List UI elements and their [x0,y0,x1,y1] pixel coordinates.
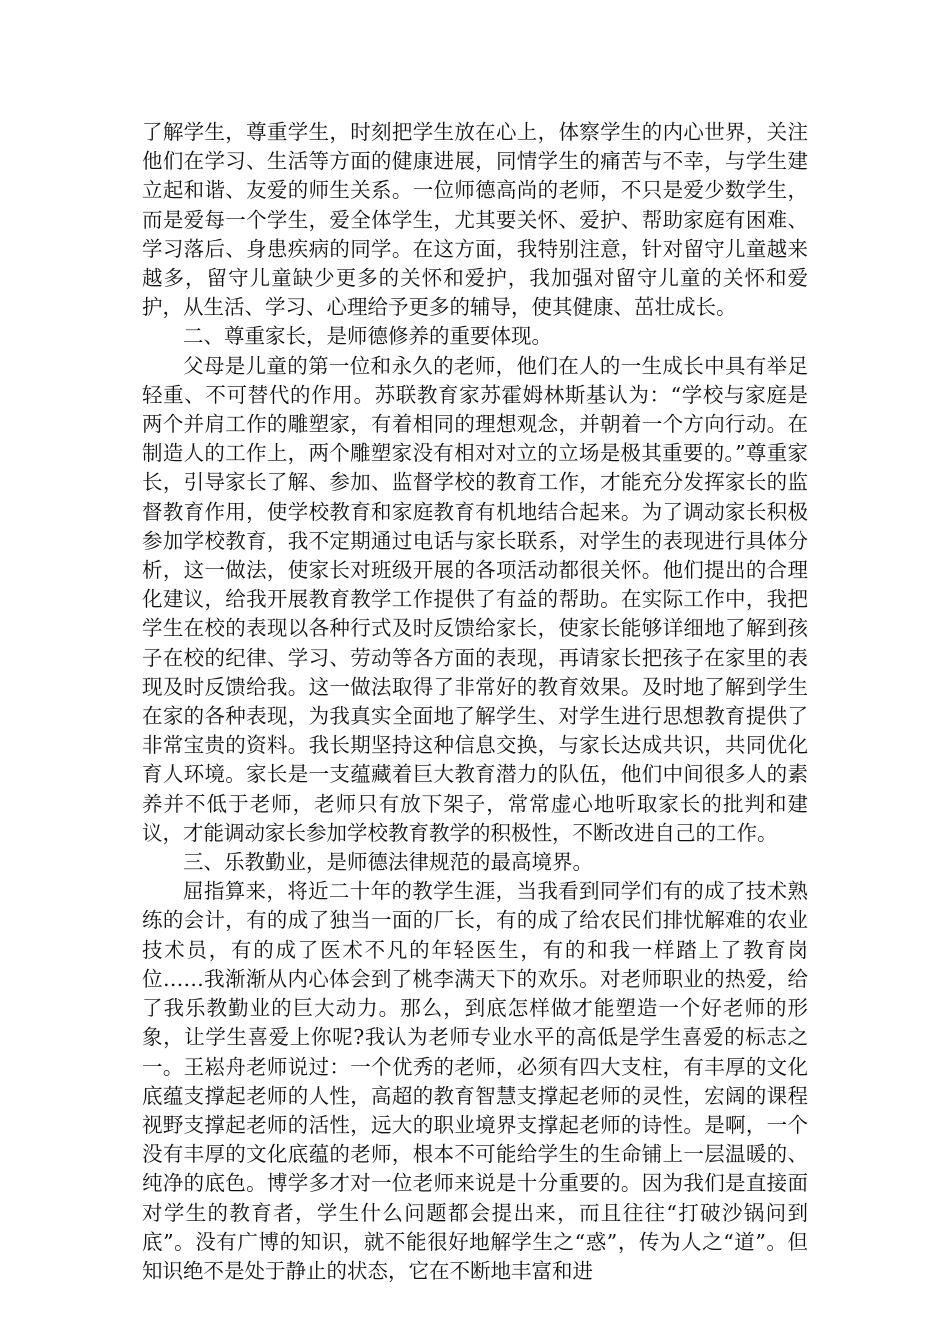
paragraph-continued: 了解学生，尊重学生，时刻把学生放在心上，体察学生的内心世界，关注他们在学习、生活等方面的健康进展，同情学生的痛苦与不幸，与学生建立起和谐、友爱的师生关系。一位师德高尚的老师，不只是爱少数学生，而是爱每一个学生，爱全体学生，尤其要关怀、爱护、帮助家庭有困难、学习落后、身患疾病的同学。在这方面，我特别注意，针对留守儿童越来越多，留守儿童缺少更多的关怀和爱护，我加强对留守儿童的关怀和爱护，从生活、学习、心理给予更多的辅导，使其健康、茁壮成长。 [142,120,808,320]
section-heading-love-teaching: 三、乐教勤业，是师德法律规范的最高境界。 [183,850,593,875]
paragraph-teaching-career: 屈指算来，将近二十年的教学生涯，当我看到同学们有的成了技术熟练的会计，有的成了独当一面的厂长，有的成了给农民们排忧解难的农业技术员，有的成了医术不凡的年轻医生，有的和我一样踏上了教育岗位……我渐渐从内心体会到了桃李满天下的欢乐。对老师职业的热爱，给了我乐教勤业的巨大动力。那么，到底怎样做才能塑造一个好老师的形象，让学生喜爱上你呢?我认为老师专业水平的高低是学生喜爱的标志之一。王崧舟老师说过：一个优秀的老师，必须有四大支柱，有丰厚的文化底蕴支撑起老师的人性，高超的教育智慧支撑起老师的灵性，宏阔的课程视野支撑起老师的活性，远大的职业境界支撑起老师的诗性。是啊，一个没有丰厚的文化底蕴的老师，根本不可能给学生的生命铺上一层温暖的、纯净的底色。博学多才对一位老师来说是十分重要的。因为我们是直接面对学生的教育者，学生什么问题都会提出来，而且往往“打破沙锅问到底”。没有广博的知识，就不能很好地解学生之“惑”，传为人之“道”。但知识绝不是处于静止的状态，它在不断地丰富和进 [142,879,808,1283]
document-page [142,118,808,1286]
paragraph-parents: 父母是儿童的第一位和永久的老师，他们在人的一生成长中具有举足轻重、不可替代的作用。苏联教育家苏霍姆林斯基认为：“学校与家庭是两个并肩工作的雕塑家，有着相同的理想观念，并朝着一个方向行动。在制造人的工作上，两个雕塑家没有相对对立的立场是极其重要的。”尊重家长，引导家长了解、参加、监督学校的教育工作，才能充分发挥家长的监督教育作用，使学校教育和家庭教育有机地结合起来。为了调动家长积极参加学校教育，我不定期通过电话与家长联系，对学生的表现进行具体分析，这一做法，使家长对班级开展的各项活动都很关怀。他们提出的合理化建议，给我开展教育教学工作提供了有益的帮助。在实际工作中，我把学生在校的表现以各种行式及时反馈给家长，使家长能够详细地了解到孩子在校的纪律、学习、劳动等各方面的表现，再请家长把孩子在家里的表现及时反馈给我。这一做法取得了非常好的教育效果。及时地了解到学生在家的各种表现，为我真实全面地了解学生、对学生进行思想教育提供了非常宝贵的资料。我长期坚持这种信息交换，与家长达成共识，共同优化育人环境。家长是一支蕴藏着巨大教育潜力的队伍，他们中间很多人的素养并不低于老师，老师只有放下架子，常常虚心地听取家长的批判和建议，才能调动家长参加学校教育教学的积极性，不断改进自己的工作。 [142,353,808,845]
section-heading-respect-parents: 二、尊重家长，是师德修养的重要体现。 [183,324,552,349]
